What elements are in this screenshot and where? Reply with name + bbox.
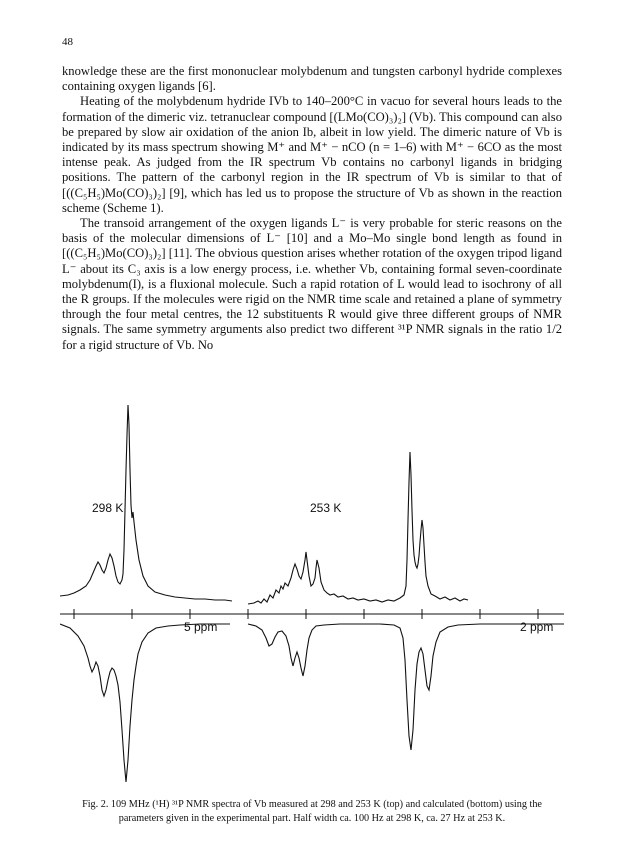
temperature-label-298: 298 K bbox=[92, 501, 124, 515]
spectrum-measured-253 bbox=[248, 452, 468, 604]
nmr-figure bbox=[60, 390, 564, 790]
temperature-label-253: 253 K bbox=[310, 501, 342, 515]
paragraph: The transoid arrangement of the oxygen ligands L⁻ is very probable for steric reasons on the basis of the molecular dimensions of L⁻ [10] and a Mo–Mo single bond length as found in [((C₅H₅)Mo(CO)₃)₂] [11]. The obvious question arises whether rotation of the oxygen tripod ligand L⁻ about its C₃ axis is a low energy process, i.e. whether Vb, containing formal seven-coordinate molybdenum(I), is a fluxional molecule. Such a rapid rotation of L would lead to isochrony of all the R groups. If the molecules were rigid on the NMR time scale and retained a plane of symmetry through the four metal centres, the 12 substituents R would give three different groups of NMR signals. The same symmetry arguments also predict two different ³¹P NMR signals in the ratio 1/2 for a rigid structure of Vb. No bbox=[62, 216, 562, 352]
paragraph: knowledge these are the first mononuclear molybdenum and tungsten carbonyl hydride complexes containing oxygen ligands [6]. bbox=[62, 64, 562, 94]
figure-caption: Fig. 2. 109 MHz (¹H) ³¹P NMR spectra of Vb measured at 298 and 253 K (top) and calculated (bottom) using the parameters given in the experimental part. Half width ca. 100 Hz at 298 K, ca. 27 Hz at 253 K. bbox=[82, 799, 542, 824]
spectrum-calculated-253 bbox=[248, 624, 564, 750]
axis-label-5ppm: 5 ppm bbox=[184, 620, 218, 634]
paragraph: Heating of the molybdenum hydride IVb to 140–200°C in vacuo for several hours leads to the formation of the dimeric viz. tetranuclear compound [(LMo(CO)₃)₂] (Vb). This compound can also be prepared by slow air oxidation of the anion Ib, albeit in low yield. The dimeric nature of Vb is indicated by its mass spectrum showing M⁺ and M⁺ − nCO (n = 1–6) with M⁺ − 6CO as the most intense peak. As judged from the IR spectrum Vb contains no carbonyl ligands in bridging positions. The pattern of the carbonyl region in the IR spectrum of Vb is similar to that of [((C₅H₅)Mo(CO)₃)₂] [9], which has led us to propose the structure of Vb as shown in the reaction scheme (Scheme 1). bbox=[62, 94, 562, 215]
axis-label-2ppm: 2 ppm bbox=[520, 620, 554, 634]
spectrum-calculated-298 bbox=[60, 624, 230, 782]
spectrum-measured-298 bbox=[60, 405, 232, 601]
page-number: 48 bbox=[62, 36, 73, 48]
body-text bbox=[62, 64, 562, 353]
nmr-spectra-svg bbox=[60, 390, 564, 790]
